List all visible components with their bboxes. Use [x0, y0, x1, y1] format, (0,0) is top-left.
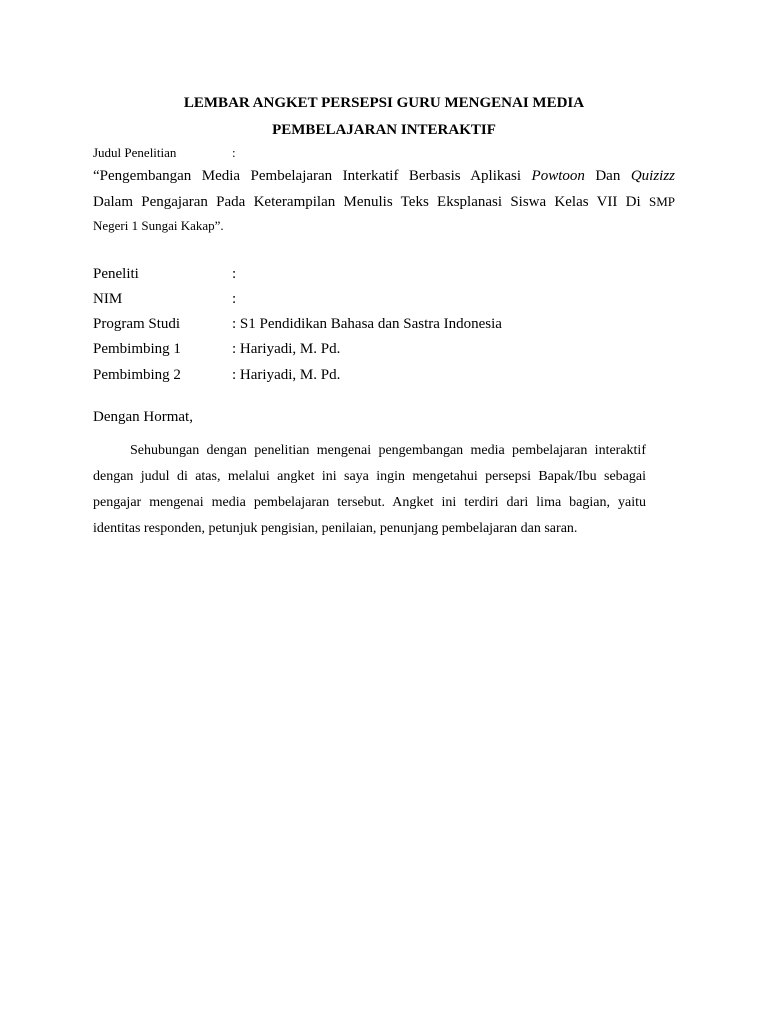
info-value: :	[232, 291, 237, 307]
info-label: Pembimbing 2	[93, 367, 181, 383]
judul-line-1	[93, 168, 675, 185]
judul-penelitian-label: Judul Penelitian	[93, 145, 177, 160]
info-label: NIM	[93, 291, 123, 307]
title-line-1: LEMBAR ANGKET PERSEPSI GURU MENGENAI MEDIA	[183, 95, 585, 111]
powtoon-text: Powtoon	[531, 168, 585, 184]
info-value: : Hariyadi, M. Pd.	[232, 341, 341, 357]
info-label: Peneliti	[93, 266, 139, 282]
quizizz-text: Quizizz	[630, 168, 675, 184]
info-value: : S1 Pendidikan Bahasa dan Sastra Indonesia	[232, 316, 502, 332]
body-paragraph: Sehubungan dengan penelitian mengenai pengembangan media pembelajaran interaktif dengan judul di atas, melalui angket ini saya ingin mengetahui persepsi Bapak/Ibu sebagai pengajar mengenai media pembelajaran tersebut. Angket ini terdiri dari lima bagian, yaitu identitas responden, petunjuk pengisian, penilaian, penunjang pembelajaran dan saran.	[93, 443, 646, 536]
judul-text-part: Dan	[584, 168, 631, 184]
title-line-2: PEMBELAJARAN INTERAKTIF	[272, 122, 496, 138]
info-label: Program Studi	[93, 316, 181, 332]
judul-line-2	[93, 194, 675, 211]
judul-text-part: Dalam Pengajaran Pada Keterampilan Menulis Teks Eksplanasi Siswa Kelas VII Di	[93, 194, 649, 210]
judul-smp-text: SMP	[648, 194, 675, 209]
judul-text-part: “Pengembangan Media Pembelajaran Interkatif Berbasis Aplikasi	[93, 168, 532, 184]
info-value: :	[232, 266, 237, 282]
info-label: Pembimbing 1	[93, 341, 181, 357]
greeting: Dengan Hormat,	[93, 409, 193, 425]
info-value: : Hariyadi, M. Pd.	[232, 367, 341, 383]
judul-line-3: Negeri 1 Sungai Kakap”.	[93, 218, 224, 233]
judul-penelitian-colon: :	[232, 145, 236, 160]
document-title	[93, 90, 675, 144]
